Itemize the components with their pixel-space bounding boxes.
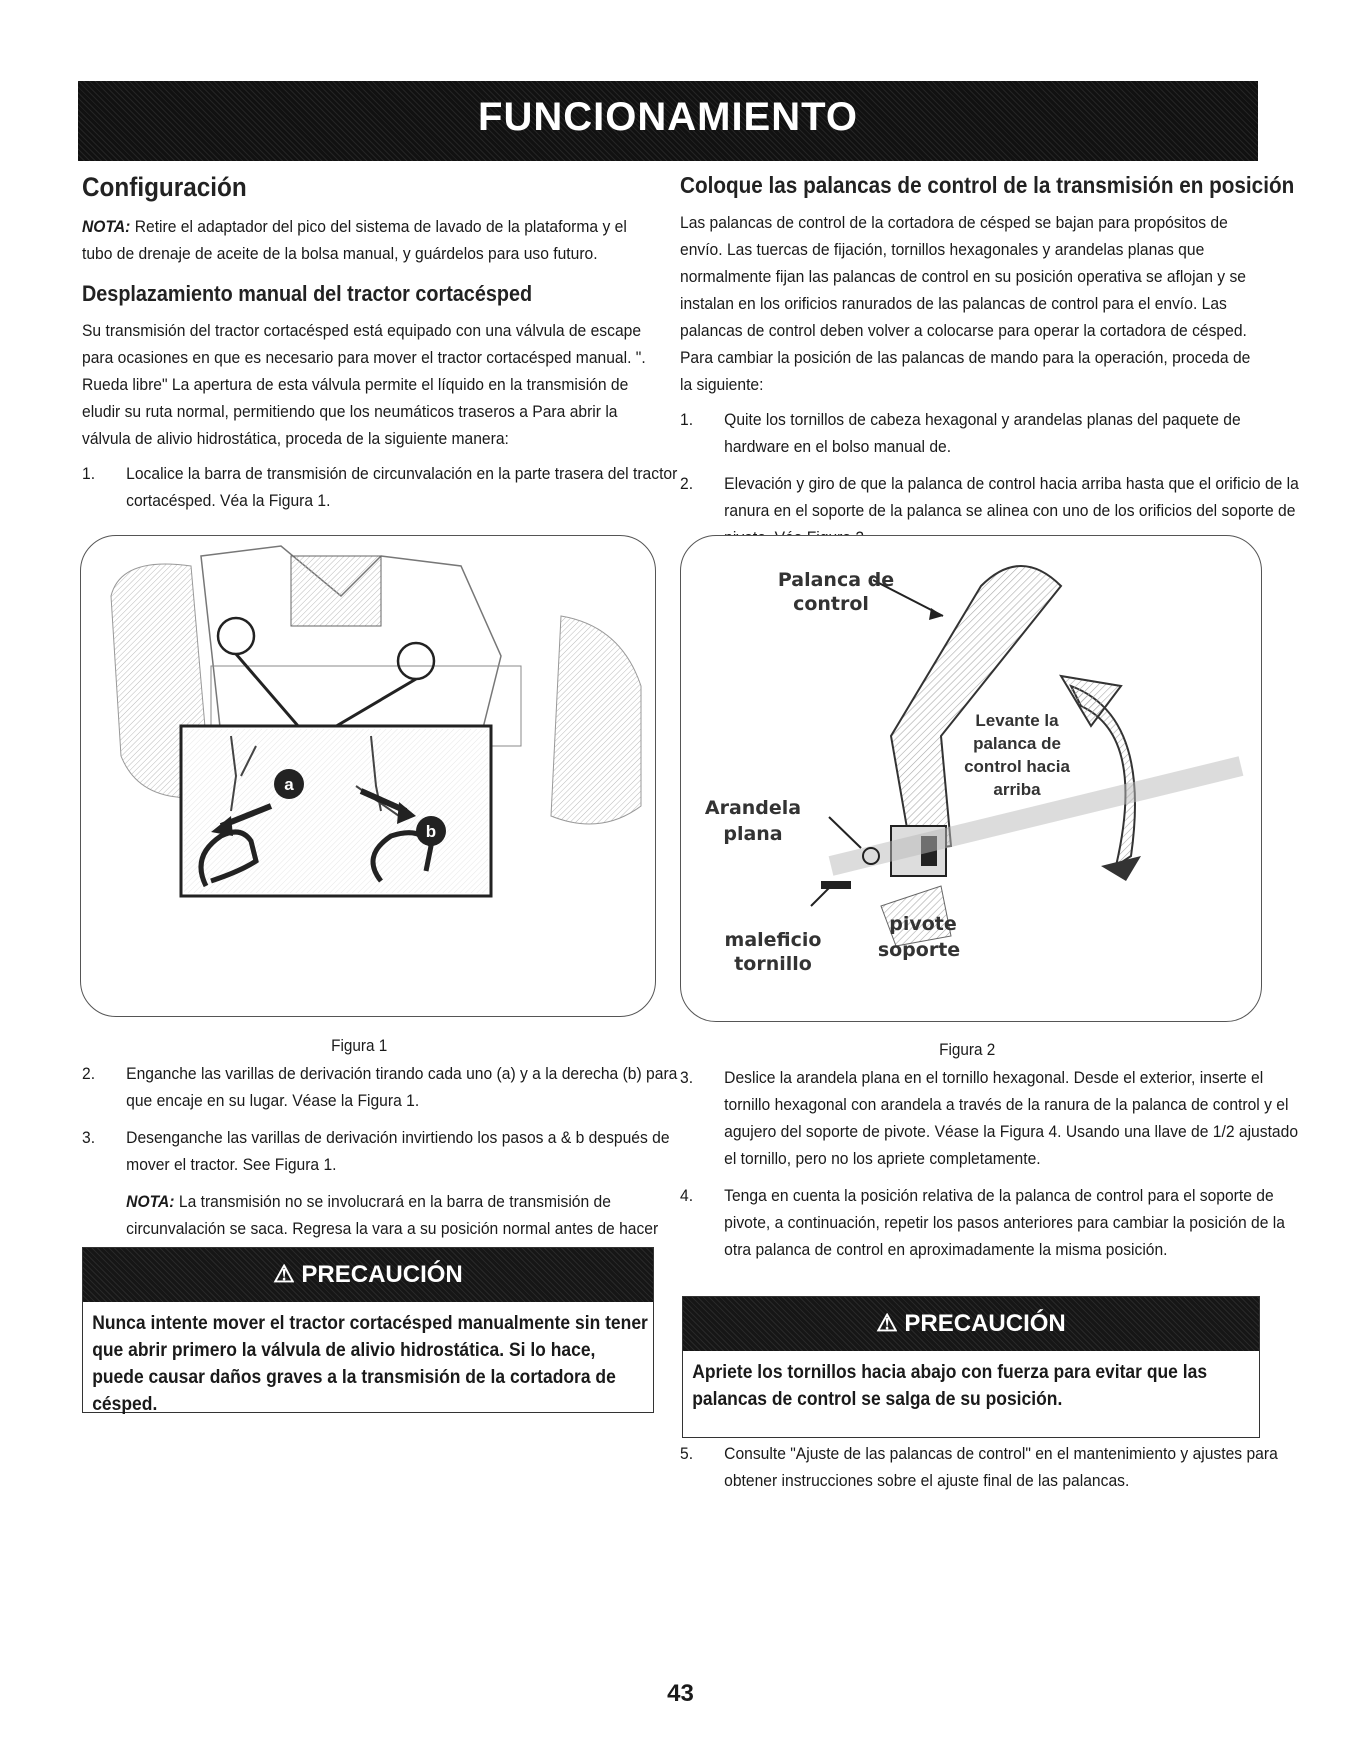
heading-configuracion: Configuración — [82, 172, 247, 202]
list-item — [82, 460, 704, 514]
hex-bolt — [821, 881, 851, 889]
label-pivote-2: soporte — [877, 939, 961, 961]
bypass-point-a — [218, 618, 254, 654]
tire-right — [551, 616, 641, 824]
label-levante-1: Levante la — [975, 711, 1059, 730]
step-number: 2. — [680, 474, 694, 493]
list-item — [680, 1440, 1302, 1494]
right-paragraph: Las palancas de control de la cortadora de césped se bajan para propósitos de envío. Las tuercas de fijación, tornillos hexagonales y arandelas planas que normalmente fijan las palancas de control en su posición operativa se aflojan y se instalan en los orificios ranurados de las palancas de control para el envío. Las palancas de control deben volver a colocarse para operar la cortadora de césped. Para cambiar la posición de las palancas de mando para la operación, proceda de la siguiente: — [680, 213, 1251, 394]
label-palanca-2: control — [793, 593, 869, 615]
warning-box-right — [682, 1296, 1260, 1438]
label-palanca-1: Palanca de — [777, 569, 895, 591]
note-2-text: La transmisión no se involucrará en la barra de transmisión de circunvalación se saca. Regresa la vara a su posición normal antes de hacer — [126, 1192, 659, 1238]
step-text: Deslice la arandela plana en el tornillo hexagonal. Desde el exterior, inserte el tornillo hexagonal con arandela a través de la ranura de la palanca de control y el agujero del soporte de pivote. Véase la Figura 4. Usando una llave de 1/2 ajustado el tornillo, pero no los apriete completamente. — [724, 1068, 1299, 1168]
figure-1-illustration — [81, 536, 655, 1016]
step-number: 4. — [680, 1186, 694, 1205]
warning-header — [683, 1297, 1259, 1351]
warning-header — [83, 1248, 653, 1302]
step-text: Elevación y giro de que la palanca de control hacia arriba hasta que el orificio de la ranura en el soporte de la palanca se alinea con uno de los orificios del soporte de — [724, 474, 1299, 520]
warning-title: PRECAUCIÓN — [301, 1261, 463, 1288]
warning-title: PRECAUCIÓN — [904, 1310, 1066, 1337]
label-b: b — [425, 822, 437, 841]
step-text: Consulte "Ajuste de las palancas de control" en el mantenimiento y ajustes para obtener instrucciones sobre el ajuste final de las palancas. — [724, 1444, 1278, 1490]
warning-box-left — [82, 1247, 654, 1413]
step-number: 2. — [82, 1064, 96, 1083]
label-maleficio-1: maleficio — [724, 929, 822, 951]
step-text: Localice la barra de transmisión de circunvalación en la parte trasera del tractor cortacésped. Véa la Figura 1. — [126, 464, 678, 510]
label-levante-2: palanca de — [973, 734, 1061, 753]
left-paragraph: Su transmisión del tractor cortacésped está equipado con una válvula de escape para ocasiones en que es necesario para mover el tractor cortacésped manual. ". Rueda libre" La apertura de esta válvula permite el líquido en la transmisión de eludir su ruta normal, permitiendo que los neumáticos traseros a Para abrir la válvula de alivio hidrostática, proceda de la siguiente manera: — [82, 321, 646, 448]
list-item — [680, 406, 1302, 460]
heading-palancas: Coloque las palancas de control de la transmisión en posición — [680, 172, 1295, 198]
right-final — [680, 1440, 1278, 1504]
label-a: a — [284, 775, 294, 794]
label-pivote-1: pivote — [889, 913, 957, 935]
left-steps-bottom — [82, 1060, 678, 1178]
subheading-desplazamiento: Desplazamiento manual del tractor cortacésped — [82, 281, 533, 306]
step-number: 3. — [680, 1068, 694, 1087]
step-text: Enganche las varillas de derivación tirando cada uno (a) y a la derecha (b) para que encaje en su lugar. Véase la Figura 1. — [126, 1064, 678, 1110]
note-1-text: Retire el adaptador del pico del sistema de lavado de la plataforma y el tubo de drenaje de aceite de la bolsa manual, y guárdelos para uso futuro. — [82, 217, 627, 263]
label-levante-3: control hacia — [964, 757, 1070, 776]
list-item — [680, 1064, 1302, 1172]
lift-arrow — [1071, 686, 1135, 866]
note-1 — [82, 213, 660, 267]
section-title: FUNCIONAMIENTO — [478, 95, 858, 139]
label-levante-4: arriba — [993, 780, 1041, 799]
left-steps-top — [82, 460, 678, 514]
warning-icon: ⚠ — [273, 1261, 295, 1288]
figure-2-caption: Figura 2 — [939, 1040, 996, 1059]
right-lower — [680, 1064, 1299, 1273]
note-1-label: NOTA: — [82, 217, 131, 236]
right-column — [680, 172, 1299, 561]
warning-text: Nunca intente mover el tractor cortacésped manualmente sin tener que abrir primero la válvula de alivio hidrostática. Si lo hace, puede causar daños graves a la transmisión de la cortadora de césped. — [92, 1313, 648, 1415]
right-steps-top — [680, 406, 1299, 551]
list-item — [680, 1182, 1302, 1263]
step-text: Quite los tornillos de cabeza hexagonal y arandelas planas del paquete de hardware en el bolso manual de. — [724, 410, 1241, 456]
step-number: 1. — [680, 410, 694, 429]
figure-1-caption: Figura 1 — [331, 1036, 388, 1055]
label-arandela-1: Arandela — [704, 797, 802, 819]
label-arandela-2: plana — [723, 823, 783, 845]
bypass-point-b — [398, 643, 434, 679]
step-text: Desenganche las varillas de derivación invirtiendo los pasos a & b después de mover el tractor. See Figura 1. — [126, 1128, 670, 1174]
section-banner — [78, 81, 1258, 161]
step-number: 5. — [680, 1444, 694, 1463]
warning-icon: ⚠ — [876, 1310, 898, 1337]
right-steps-final — [680, 1440, 1278, 1494]
page-number: 43 — [667, 1680, 694, 1707]
transmission-box — [291, 556, 381, 626]
right-steps-bottom — [680, 1064, 1299, 1263]
step-number: 3. — [82, 1128, 96, 1147]
step-number: 1. — [82, 464, 96, 483]
left-lower — [82, 1060, 678, 1277]
figure-2-illustration — [681, 536, 1261, 1021]
list-item — [82, 1060, 704, 1114]
figure-1 — [80, 535, 656, 1017]
left-column — [82, 172, 678, 524]
note-2-label: NOTA: — [126, 1192, 175, 1211]
step-text: Tenga en cuenta la posición relativa de la palanca de control para el soporte de pivote, a continuación, repetir los pasos anteriores para cambiar la posición de la otra palanca de control en aproximadamente la misma posición. — [724, 1186, 1285, 1259]
label-maleficio-2: tornillo — [734, 953, 812, 975]
list-item — [82, 1124, 704, 1178]
warning-text: Apriete los tornillos hacia abajo con fuerza para evitar que las palancas de control se salga de su posición. — [692, 1362, 1208, 1410]
figure-2 — [680, 535, 1262, 1022]
